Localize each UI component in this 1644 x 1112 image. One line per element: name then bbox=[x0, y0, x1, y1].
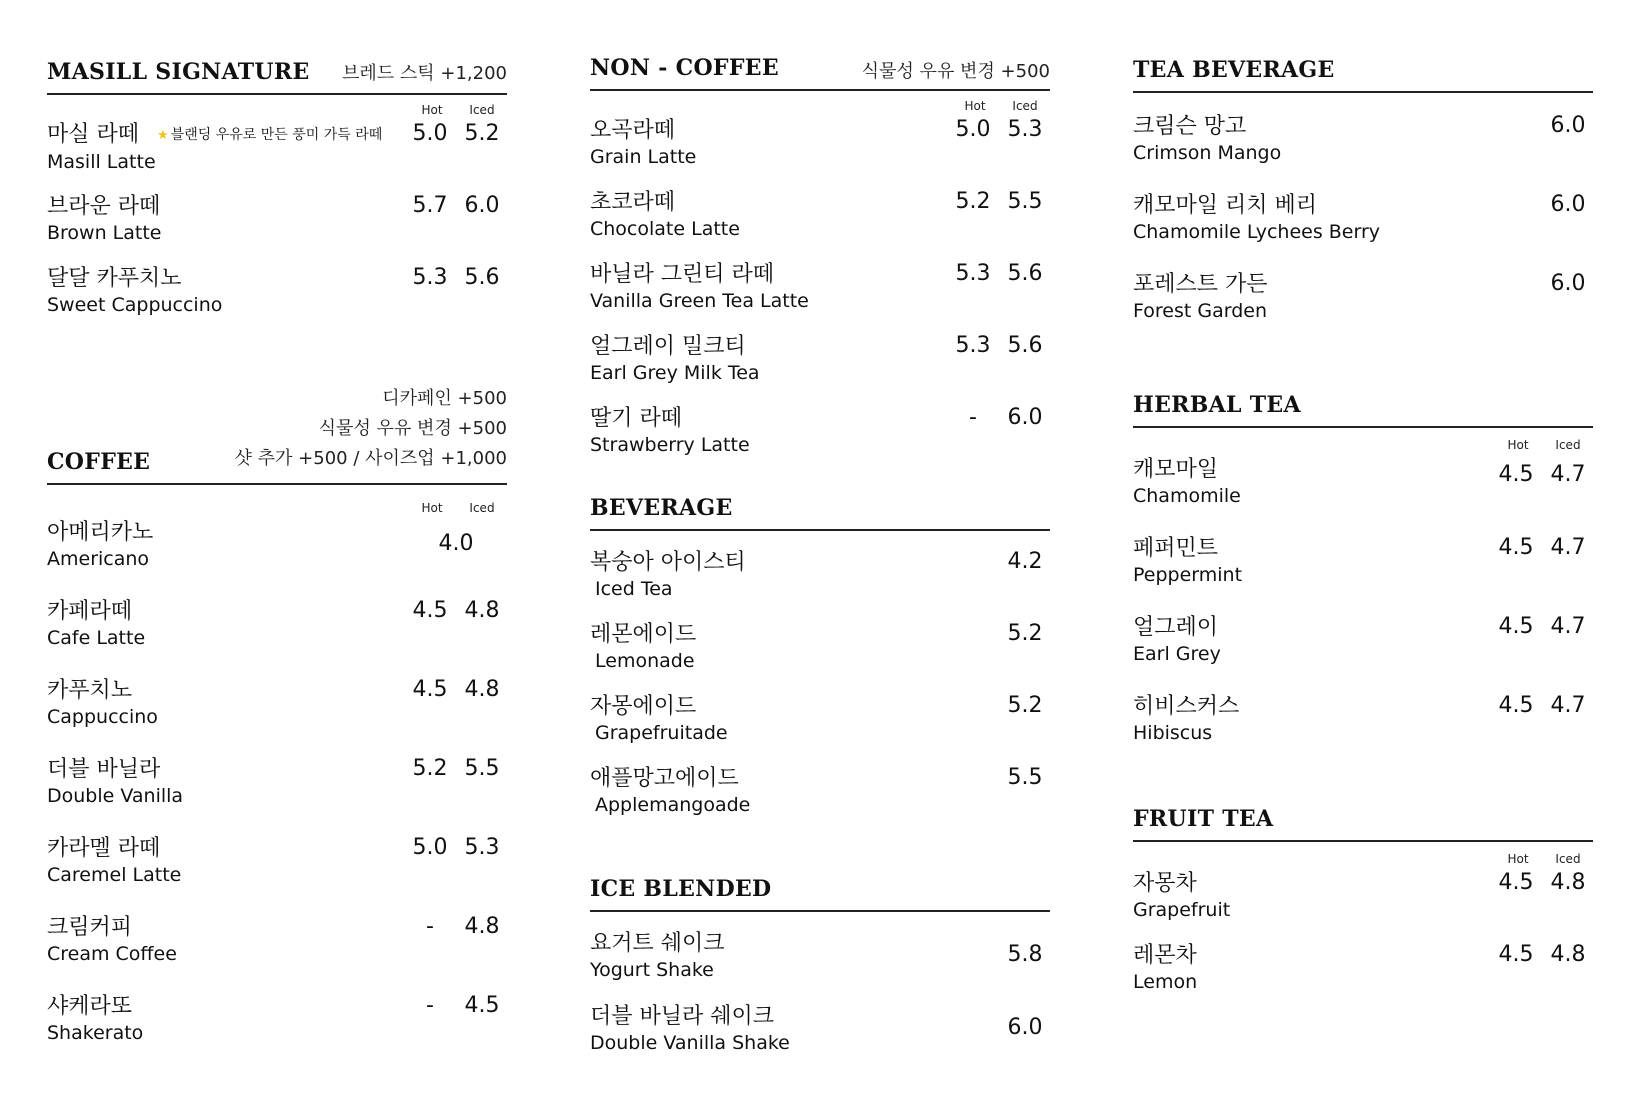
price-hot: 4.5 bbox=[412, 677, 448, 702]
price-iced: 4.8 bbox=[464, 677, 500, 702]
menu-item bbox=[1133, 942, 1593, 1014]
item-name-kr: 오곡라떼 bbox=[590, 118, 676, 143]
menu-item bbox=[1133, 614, 1593, 693]
section-notes bbox=[235, 384, 507, 474]
item-name-kr: 아메리카노 bbox=[47, 520, 154, 545]
menu-item bbox=[47, 193, 507, 265]
price-iced: 5.5 bbox=[1007, 189, 1043, 214]
item-name-en: Lemonade bbox=[595, 650, 695, 672]
section-herbal-tea bbox=[1133, 386, 1593, 772]
item-name-kr: 크림슨 망고 bbox=[1133, 114, 1247, 139]
item-name-en: Cafe Latte bbox=[47, 627, 146, 649]
menu-item bbox=[1133, 192, 1593, 271]
price-hot: 5.0 bbox=[955, 117, 991, 142]
menu-item bbox=[590, 930, 1050, 1003]
section-title: MASILL SIGNATURE bbox=[47, 59, 310, 85]
menu-item bbox=[590, 261, 1050, 333]
item-name-en: Sweet Cappuccino bbox=[47, 294, 223, 316]
section-title: HERBAL TEA bbox=[1133, 392, 1301, 418]
menu-item bbox=[47, 519, 507, 598]
item-name-en: Shakerato bbox=[47, 1022, 144, 1044]
price-iced: 4.8 bbox=[1550, 942, 1586, 967]
section-ice-blended bbox=[590, 868, 1050, 1075]
menu-item bbox=[47, 121, 507, 193]
iced-label: Iced bbox=[1012, 99, 1038, 113]
iced-label: Iced bbox=[1555, 852, 1581, 866]
section-note: 식물성 우유 변경 +500 bbox=[861, 61, 1050, 82]
item-name-kr: 자몽에이드 bbox=[590, 694, 697, 719]
item-name-en: Grapefruitade bbox=[595, 722, 728, 744]
item-name-en: Peppermint bbox=[1133, 564, 1243, 586]
hot-iced-header bbox=[1133, 438, 1593, 456]
menu-item bbox=[1133, 271, 1593, 350]
hot-iced-header bbox=[47, 501, 507, 519]
menu-item bbox=[590, 1003, 1050, 1075]
note-plant-milk: 식물성 우유 변경 +500 bbox=[318, 418, 507, 439]
price-hot: 4.5 bbox=[1498, 870, 1534, 895]
section-header bbox=[1133, 800, 1593, 842]
item-name-en: Americano bbox=[47, 548, 150, 570]
item-name-kr: 얼그레이 bbox=[1133, 615, 1219, 640]
price-hot: 5.7 bbox=[412, 193, 448, 218]
menu-item bbox=[590, 549, 1050, 621]
price: 5.8 bbox=[1007, 942, 1043, 967]
item-name-en: Double Vanilla Shake bbox=[590, 1032, 790, 1054]
section-title: COFFEE bbox=[47, 449, 151, 475]
item-name-en: Crimson Mango bbox=[1133, 142, 1282, 164]
price-iced: 4.7 bbox=[1550, 614, 1586, 639]
item-name-en: Hibiscus bbox=[1133, 722, 1213, 744]
menu-item bbox=[590, 693, 1050, 765]
item-name-kr: 더블 바닐라 bbox=[47, 757, 161, 782]
item-name-kr: 히비스커스 bbox=[1133, 694, 1240, 719]
menu-item bbox=[1133, 870, 1593, 942]
price-hot: 4.5 bbox=[1498, 614, 1534, 639]
item-name-kr: 바닐라 그린티 라떼 bbox=[590, 262, 775, 287]
item-name-en: Grain Latte bbox=[590, 146, 697, 168]
price-hot: - bbox=[426, 993, 434, 1018]
price: 5.2 bbox=[1007, 693, 1043, 718]
price-iced: 5.6 bbox=[1007, 333, 1043, 358]
price-iced: 4.7 bbox=[1550, 462, 1586, 487]
section-tea-beverage bbox=[1133, 52, 1593, 350]
item-name-kr: 카라멜 라떼 bbox=[47, 836, 161, 861]
item-name-kr: 캐모마일 리치 베리 bbox=[1133, 193, 1318, 218]
iced-label: Iced bbox=[1555, 438, 1581, 452]
menu-item bbox=[1133, 693, 1593, 772]
hot-iced-header bbox=[47, 103, 507, 121]
item-name-kr: 샤케라또 bbox=[47, 994, 133, 1019]
price-iced: 6.0 bbox=[1007, 405, 1043, 430]
menu-item bbox=[590, 117, 1050, 189]
price-iced: 5.6 bbox=[464, 265, 500, 290]
price-iced: 4.8 bbox=[464, 914, 500, 939]
item-name-en: Strawberry Latte bbox=[590, 434, 750, 456]
section-title: BEVERAGE bbox=[590, 495, 733, 521]
hot-label: Hot bbox=[421, 501, 443, 515]
item-name-kr: 자몽차 bbox=[1133, 871, 1197, 896]
section-header bbox=[1133, 386, 1593, 428]
section-non-coffee bbox=[590, 50, 1050, 477]
section-header bbox=[590, 868, 1050, 912]
price: 4.2 bbox=[1007, 549, 1043, 574]
price-iced: 4.8 bbox=[1550, 870, 1586, 895]
price-hot: 4.5 bbox=[412, 598, 448, 623]
item-name-en: Chamomile bbox=[1133, 485, 1241, 507]
menu-item bbox=[47, 914, 507, 993]
note-shot-size: 샷 추가 +500 / 사이즈업 +1,000 bbox=[234, 448, 507, 469]
price-iced: 5.5 bbox=[464, 756, 500, 781]
price-hot: - bbox=[969, 405, 977, 430]
item-name-kr: 캐모마일 bbox=[1133, 457, 1219, 482]
iced-label: Iced bbox=[469, 501, 495, 515]
price-iced: 4.7 bbox=[1550, 535, 1586, 560]
price-iced: 4.7 bbox=[1550, 693, 1586, 718]
hot-iced-header bbox=[1133, 852, 1593, 870]
item-name-kr: 초코라떼 bbox=[590, 190, 676, 215]
price-iced: 4.8 bbox=[464, 598, 500, 623]
item-name-en: Vanilla Green Tea Latte bbox=[590, 290, 809, 312]
price-hot: 5.0 bbox=[412, 835, 448, 860]
price-iced: 4.5 bbox=[464, 993, 500, 1018]
item-name-en: Brown Latte bbox=[47, 222, 162, 244]
item-name-en: Cappuccino bbox=[47, 706, 158, 728]
price-iced: 5.2 bbox=[464, 121, 500, 146]
item-name-en: Forest Garden bbox=[1133, 300, 1267, 322]
item-description: ★ 블랜딩 우유로 만든 풍미 가득 라떼 bbox=[157, 127, 383, 143]
menu-item bbox=[47, 598, 507, 677]
price-hot: 5.0 bbox=[412, 121, 448, 146]
section-header bbox=[47, 52, 507, 95]
item-name-kr: 크림커피 bbox=[47, 915, 133, 940]
item-name-kr: 마실 라떼 bbox=[47, 122, 140, 147]
item-name-en: Double Vanilla bbox=[47, 785, 184, 807]
note-decaf: 디카페인 +500 bbox=[382, 388, 507, 409]
section-fruit-tea bbox=[1133, 800, 1593, 1014]
price-hot: 4.5 bbox=[1498, 462, 1534, 487]
item-name-kr: 복숭아 아이스티 bbox=[590, 550, 746, 575]
item-name-kr: 요거트 쉐이크 bbox=[590, 931, 725, 956]
hot-label: Hot bbox=[421, 103, 443, 117]
price-iced: 5.3 bbox=[1007, 117, 1043, 142]
item-name-kr: 딸기 라떼 bbox=[590, 406, 683, 431]
item-name-en: Chamomile Lychees Berry bbox=[1133, 221, 1381, 243]
price-hot: - bbox=[426, 914, 434, 939]
price: 6.0 bbox=[1007, 1015, 1043, 1040]
section-signature bbox=[47, 52, 507, 337]
price: 4.0 bbox=[438, 531, 474, 556]
menu-item bbox=[47, 756, 507, 835]
price-iced: 6.0 bbox=[464, 193, 500, 218]
menu-item bbox=[47, 265, 507, 337]
section-header bbox=[590, 488, 1050, 531]
menu-item bbox=[590, 333, 1050, 405]
menu-item bbox=[47, 993, 507, 1072]
price: 6.0 bbox=[1550, 113, 1586, 138]
item-name-kr: 카페라떼 bbox=[47, 599, 133, 624]
item-name-kr: 레몬에이드 bbox=[590, 622, 697, 647]
menu-item bbox=[1133, 535, 1593, 614]
item-name-kr: 달달 카푸치노 bbox=[47, 266, 182, 291]
menu-item bbox=[590, 189, 1050, 261]
item-name-en: Masill Latte bbox=[47, 151, 156, 173]
item-name-kr: 페퍼민트 bbox=[1133, 536, 1219, 561]
section-header bbox=[590, 50, 1050, 91]
section-beverage bbox=[590, 488, 1050, 837]
item-name-en: Yogurt Shake bbox=[590, 959, 714, 981]
section-title: TEA BEVERAGE bbox=[1133, 57, 1335, 83]
price-iced: 5.3 bbox=[464, 835, 500, 860]
price-hot: 4.5 bbox=[1498, 942, 1534, 967]
item-name-en: Iced Tea bbox=[595, 578, 673, 600]
menu-item bbox=[590, 405, 1050, 477]
item-name-en: Earl Grey Milk Tea bbox=[590, 362, 760, 384]
menu-item bbox=[590, 765, 1050, 837]
hot-iced-header bbox=[590, 99, 1050, 117]
item-name-en: Chocolate Latte bbox=[590, 218, 740, 240]
price: 5.5 bbox=[1007, 765, 1043, 790]
hot-label: Hot bbox=[1507, 852, 1529, 866]
section-title: FRUIT TEA bbox=[1133, 806, 1274, 832]
price: 6.0 bbox=[1550, 192, 1586, 217]
item-name-en: Cream Coffee bbox=[47, 943, 177, 965]
item-name-kr: 애플망고에이드 bbox=[590, 766, 739, 791]
item-name-en: Earl Grey bbox=[1133, 643, 1221, 665]
menu-item bbox=[1133, 113, 1593, 192]
menu-item bbox=[47, 677, 507, 756]
price-hot: 5.3 bbox=[955, 261, 991, 286]
price-hot: 4.5 bbox=[1498, 535, 1534, 560]
item-name-en: Lemon bbox=[1133, 971, 1198, 993]
price-hot: 5.3 bbox=[955, 333, 991, 358]
price-hot: 5.2 bbox=[955, 189, 991, 214]
price-iced: 5.6 bbox=[1007, 261, 1043, 286]
item-name-kr: 포레스트 가든 bbox=[1133, 272, 1268, 297]
item-name-en: Applemangoade bbox=[595, 794, 751, 816]
price: 5.2 bbox=[1007, 621, 1043, 646]
price-hot: 4.5 bbox=[1498, 693, 1534, 718]
section-note: 브레드 스틱 +1,200 bbox=[342, 63, 507, 84]
hot-label: Hot bbox=[1507, 438, 1529, 452]
section-title: NON - COFFEE bbox=[590, 55, 779, 81]
item-name-kr: 더블 바닐라 쉐이크 bbox=[590, 1004, 775, 1029]
star-icon: ★ bbox=[157, 128, 169, 143]
item-name-kr: 카푸치노 bbox=[47, 678, 133, 703]
section-coffee bbox=[47, 384, 507, 1072]
iced-label: Iced bbox=[469, 103, 495, 117]
item-name-kr: 브라운 라떼 bbox=[47, 194, 161, 219]
item-name-kr: 얼그레이 밀크티 bbox=[590, 334, 746, 359]
hot-label: Hot bbox=[964, 99, 986, 113]
menu-item bbox=[1133, 456, 1593, 535]
section-header bbox=[1133, 52, 1593, 93]
item-name-kr: 레몬차 bbox=[1133, 943, 1197, 968]
menu-item bbox=[47, 835, 507, 914]
price-hot: 5.2 bbox=[412, 756, 448, 781]
item-name-en: Grapefruit bbox=[1133, 899, 1231, 921]
price: 6.0 bbox=[1550, 271, 1586, 296]
menu-item bbox=[590, 621, 1050, 693]
item-name-en: Caremel Latte bbox=[47, 864, 182, 886]
section-header bbox=[47, 384, 507, 485]
section-title: ICE BLENDED bbox=[590, 876, 772, 902]
price-hot: 5.3 bbox=[412, 265, 448, 290]
